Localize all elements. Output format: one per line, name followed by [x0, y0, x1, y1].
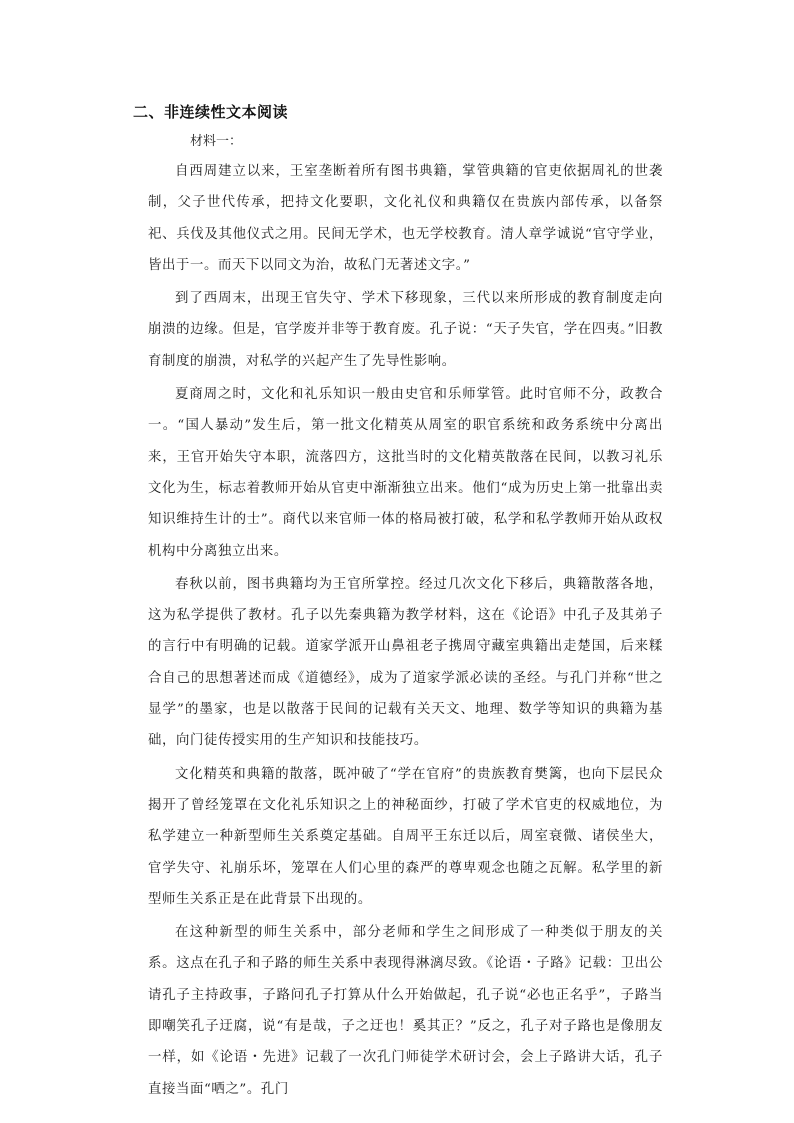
material-label: 材料一：	[190, 134, 243, 149]
body-text	[148, 156, 663, 1105]
section-heading: 二、非连续性文本阅读	[133, 103, 289, 121]
paragraph-6: 在这种新型的师生关系中，部分老师和学生之间形成了一种类似于朋友的关系。这点在孔子和子路的师生关系中表现得淋漓尽致。《论语・子路》记载：卫出公请孔子主持政事，子路问孔子打算从什么开始做起，孔子说“必也正名乎”，子路当即嘲笑孔子迂腐，说“有是哉，子之迂也！奚其正？”反之，孔子对子路也是像朋友一样，如《论语・先进》记载了一次孔门师徒学术研讨会，会上子路讲大话，孔子直接当面“哂之”。孔门	[148, 925, 663, 1097]
paragraph-1: 自西周建立以来，王室垄断着所有图书典籍，掌管典籍的官吏依据周礼的世袭制，父子世代传承，把持文化要职，文化礼仪和典籍仅在贵族内部传承，以备祭祀、兵伐及其他仪式之用。民间无学术，也无学校教育。清人章学诚说“官守学业，皆出于一。而天下以同文为治，故私门无著述文字。”	[148, 164, 663, 273]
paragraph-4: 春秋以前，图书典籍均为王官所掌控。经过几次文化下移后，典籍散落各地，这为私学提供了教材。孔子以先秦典籍为教学材料，这在《论语》中孔子及其弟子的言行中有明确的记载。道家学派开山鼻祖老子携周守藏室典籍出走楚国，后来糅合自己的思想著述而成《道德经》，成为了道家学派必读的圣经。与孔门并称“世之显学”的墨家，也是以散落于民间的记载有关天文、地理、数学等知识的典籍为基础，向门徒传授实用的生产知识和技能技巧。	[148, 576, 663, 749]
paragraph-3: 夏商周之时，文化和礼乐知识一般由史官和乐师掌管。此时官师不分，政教合一。“国人暴动”发生后，第一批文化精英从周室的职官系统和政务系统中分离出来，王官开始失守本职，流落四方，这批当时的文化精英散落在民间，以教习礼乐文化为生，标志着教师开始从官吏中渐渐独立出来。他们“成为历史上第一批靠出卖知识维持生计的士”。商代以来官师一体的格局被打破，私学和私学教师开始从政权机构中分离独立出来。	[148, 387, 663, 559]
paragraph-2: 到了西周末，出现王官失守、学术下移现象，三代以来所形成的教育制度走向崩溃的边缘。但是，官学废并非等于教育废。孔子说：“天子失官，学在四夷。”旧教育制度的崩溃，对私学的兴起产生了先导性影响。	[148, 291, 663, 369]
paragraph-5: 文化精英和典籍的散落，既冲破了“学在官府”的贵族教育樊篱，也向下层民众揭开了曾经笼罩在文化礼乐知识之上的神秘面纱，打破了学术官吏的权威地位，为私学建立一种新型师生关系奠定基础。自周平王东迁以后，周室衰微、诸侯坐大，官学失守、礼崩乐坏，笼罩在人们心里的森严的尊卑观念也随之瓦解。私学里的新型师生关系正是在此背景下出现的。	[148, 766, 663, 907]
